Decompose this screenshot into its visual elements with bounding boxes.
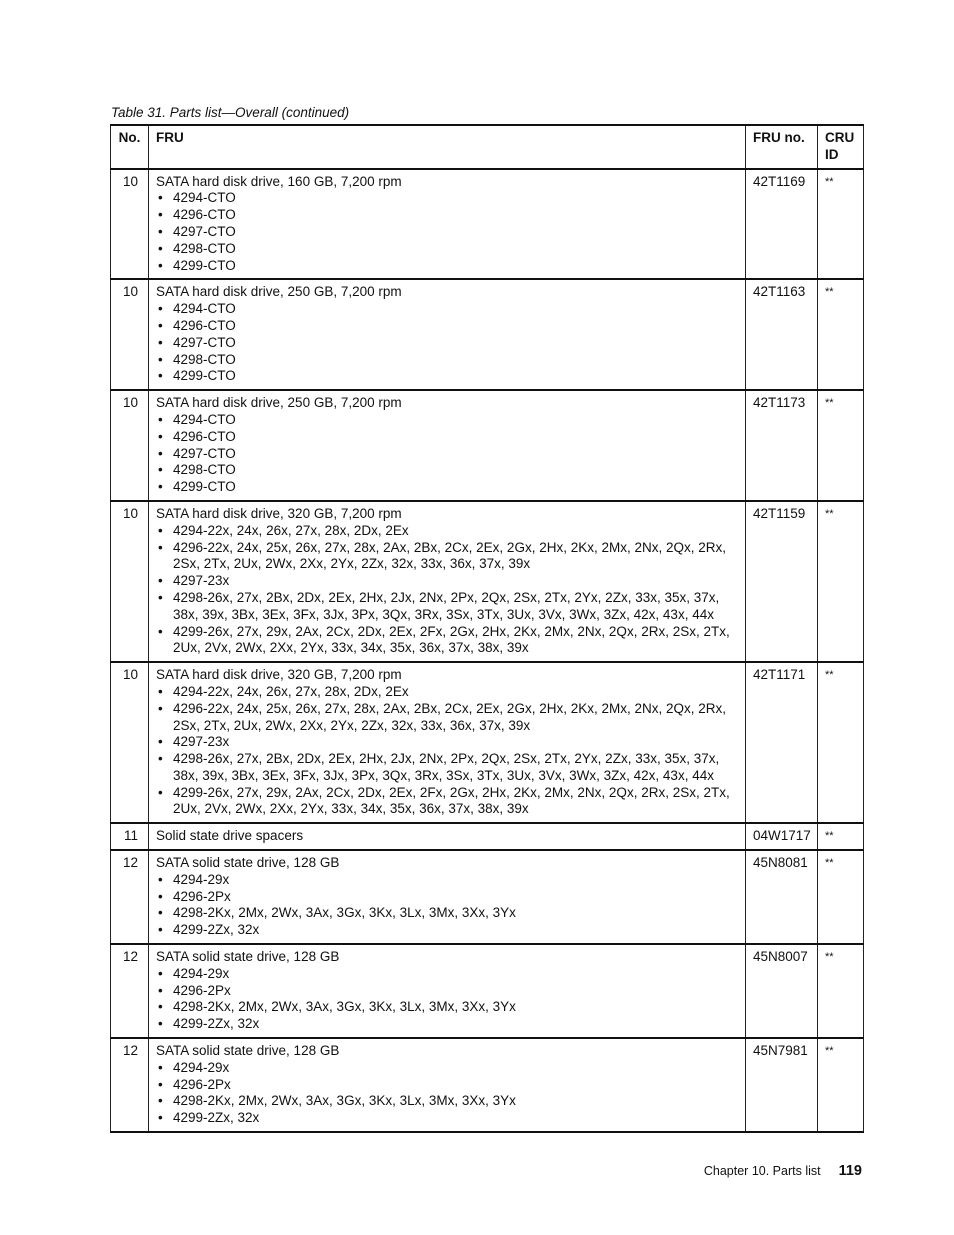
cell-fru-no: 42T1159 — [746, 501, 818, 662]
fru-description: Solid state drive spacers — [156, 828, 304, 844]
model-list-item: • 4296-CTO — [156, 207, 738, 224]
model-list-item: • 4299-26x, 27x, 29x, 2Ax, 2Cx, 2Dx, 2Ex, 2Fx, 2Gx, 2Hx, 2Kx, 2Mx, 2Nx, 2Qx, 2Rx, 2Sx, 2Tx, 2Ux, 2Vx, 2Wx, 2Xx, 2Yx, 33x, 34x, 35x, 36x, 37x, 38x, 39x — [156, 624, 738, 658]
fru-description: SATA hard disk drive, 320 GB, 7,200 rpm — [156, 505, 402, 521]
model-list-item: • 4294-22x, 24x, 26x, 27x, 28x, 2Dx, 2Ex — [156, 523, 738, 540]
cell-no: 12 — [111, 944, 149, 1038]
cell-no: 10 — [111, 390, 149, 501]
model-list — [156, 872, 738, 939]
cell-fru — [149, 501, 746, 662]
model-list-item: • 4296-2Px — [156, 889, 738, 906]
model-list-item: • 4298-CTO — [156, 352, 738, 369]
model-list-item: • 4299-CTO — [156, 368, 738, 385]
fru-description: SATA hard disk drive, 250 GB, 7,200 rpm — [156, 395, 402, 411]
cell-fru-no: 45N7981 — [746, 1038, 818, 1132]
cell-cru-id: ** — [818, 169, 864, 280]
model-list — [156, 966, 738, 1033]
model-list-item: • 4294-CTO — [156, 301, 738, 318]
cell-fru-no: 42T1169 — [746, 169, 818, 280]
model-list-item: • 4299-CTO — [156, 479, 738, 496]
model-list-item: • 4297-CTO — [156, 335, 738, 352]
model-list-item: • 4294-29x — [156, 872, 738, 889]
fru-description: SATA solid state drive, 128 GB — [156, 949, 340, 965]
model-list — [156, 412, 738, 496]
model-list-item: • 4298-2Kx, 2Mx, 2Wx, 3Ax, 3Gx, 3Kx, 3Lx, 3Mx, 3Xx, 3Yx — [156, 1093, 738, 1110]
model-list — [156, 1060, 738, 1127]
cell-cru-id: ** — [818, 501, 864, 662]
header-no: No. — [111, 125, 149, 169]
model-list-item: • 4294-29x — [156, 966, 738, 983]
model-list-item: • 4299-2Zx, 32x — [156, 1016, 738, 1033]
cell-no: 10 — [111, 169, 149, 280]
table-row — [111, 390, 864, 501]
model-list-item: • 4294-22x, 24x, 26x, 27x, 28x, 2Dx, 2Ex — [156, 684, 738, 701]
cell-fru — [149, 169, 746, 280]
page-footer — [704, 1163, 862, 1179]
cell-fru — [149, 944, 746, 1038]
cell-fru-no: 45N8081 — [746, 850, 818, 944]
table-row — [111, 501, 864, 662]
cell-fru-no: 42T1163 — [746, 279, 818, 390]
cell-fru-no: 04W1717 — [746, 823, 818, 850]
cell-no: 10 — [111, 662, 149, 823]
fru-description: SATA solid state drive, 128 GB — [156, 855, 340, 871]
cell-fru — [149, 390, 746, 501]
model-list-item: • 4297-CTO — [156, 446, 738, 463]
table-row — [111, 850, 864, 944]
parts-table — [110, 124, 864, 1133]
cell-cru-id: ** — [818, 662, 864, 823]
table-row — [111, 279, 864, 390]
fru-description: SATA hard disk drive, 320 GB, 7,200 rpm — [156, 667, 402, 683]
table-row — [111, 662, 864, 823]
model-list — [156, 190, 738, 274]
model-list-item: • 4297-23x — [156, 734, 738, 751]
table-body — [111, 169, 864, 1132]
fru-description: SATA hard disk drive, 160 GB, 7,200 rpm — [156, 173, 402, 189]
model-list — [156, 684, 738, 818]
cell-no: 10 — [111, 279, 149, 390]
cell-cru-id: ** — [818, 823, 864, 850]
model-list-item: • 4298-26x, 27x, 2Bx, 2Dx, 2Ex, 2Hx, 2Jx, 2Nx, 2Px, 2Qx, 2Sx, 2Tx, 2Yx, 2Zx, 33x, 35x, 37x, 38x, 39x, 3Bx, 3Ex, 3Fx, 3Jx, 3Px, 3Qx, 3Rx, 3Sx, 3Tx, 3Ux, 3Vx, 3Wx, 3Zx, 42x, 43x, 44x — [156, 590, 738, 624]
model-list — [156, 301, 738, 385]
cell-fru — [149, 662, 746, 823]
model-list-item: • 4296-22x, 24x, 25x, 26x, 27x, 28x, 2Ax, 2Bx, 2Cx, 2Ex, 2Gx, 2Hx, 2Kx, 2Mx, 2Nx, 2Qx, 2Rx, 2Sx, 2Tx, 2Ux, 2Wx, 2Xx, 2Yx, 2Zx, 32x, 33x, 36x, 37x, 39x — [156, 701, 738, 735]
cell-cru-id: ** — [818, 1038, 864, 1132]
cell-no: 12 — [111, 1038, 149, 1132]
cell-cru-id: ** — [818, 279, 864, 390]
fru-description: SATA hard disk drive, 250 GB, 7,200 rpm — [156, 284, 402, 300]
header-fru-no: FRU no. — [746, 125, 818, 169]
table-row — [111, 944, 864, 1038]
model-list-item: • 4299-2Zx, 32x — [156, 922, 738, 939]
cell-no: 12 — [111, 850, 149, 944]
cell-fru-no: 42T1171 — [746, 662, 818, 823]
model-list-item: • 4298-2Kx, 2Mx, 2Wx, 3Ax, 3Gx, 3Kx, 3Lx, 3Mx, 3Xx, 3Yx — [156, 999, 738, 1016]
model-list-item: • 4294-29x — [156, 1060, 738, 1077]
model-list-item: • 4296-2Px — [156, 983, 738, 1000]
model-list-item: • 4296-CTO — [156, 429, 738, 446]
model-list-item: • 4298-26x, 27x, 2Bx, 2Dx, 2Ex, 2Hx, 2Jx, 2Nx, 2Px, 2Qx, 2Sx, 2Tx, 2Yx, 2Zx, 33x, 35x, 37x, 38x, 39x, 3Bx, 3Ex, 3Fx, 3Jx, 3Px, 3Qx, 3Rx, 3Sx, 3Tx, 3Ux, 3Vx, 3Wx, 3Zx, 42x, 43x, 44x — [156, 751, 738, 785]
cell-cru-id: ** — [818, 850, 864, 944]
cell-cru-id: ** — [818, 944, 864, 1038]
cell-cru-id: ** — [818, 390, 864, 501]
model-list-item: • 4294-CTO — [156, 190, 738, 207]
cell-fru — [149, 823, 746, 850]
model-list-item: • 4294-CTO — [156, 412, 738, 429]
model-list-item: • 4296-22x, 24x, 25x, 26x, 27x, 28x, 2Ax, 2Bx, 2Cx, 2Ex, 2Gx, 2Hx, 2Kx, 2Mx, 2Nx, 2Qx, 2Rx, 2Sx, 2Tx, 2Ux, 2Wx, 2Xx, 2Yx, 2Zx, 32x, 33x, 36x, 37x, 39x — [156, 540, 738, 574]
cell-fru — [149, 850, 746, 944]
header-cru-id: CRU ID — [818, 125, 864, 169]
model-list-item: • 4297-23x — [156, 573, 738, 590]
model-list-item: • 4298-CTO — [156, 241, 738, 258]
table-row — [111, 823, 864, 850]
cell-fru-no: 45N8007 — [746, 944, 818, 1038]
page-number: 119 — [838, 1163, 862, 1179]
model-list-item: • 4297-CTO — [156, 224, 738, 241]
table-header — [111, 125, 864, 169]
header-fru: FRU — [149, 125, 746, 169]
cell-no: 10 — [111, 501, 149, 662]
model-list-item: • 4296-2Px — [156, 1077, 738, 1094]
model-list-item: • 4298-CTO — [156, 462, 738, 479]
fru-description: SATA solid state drive, 128 GB — [156, 1043, 340, 1059]
table-caption: Table 31. Parts list—Overall (continued) — [111, 105, 350, 120]
table-row — [111, 1038, 864, 1132]
model-list-item: • 4299-2Zx, 32x — [156, 1110, 738, 1127]
cell-fru — [149, 279, 746, 390]
model-list-item: • 4298-2Kx, 2Mx, 2Wx, 3Ax, 3Gx, 3Kx, 3Lx, 3Mx, 3Xx, 3Yx — [156, 905, 738, 922]
cell-fru — [149, 1038, 746, 1132]
cell-no: 11 — [111, 823, 149, 850]
model-list — [156, 523, 738, 657]
model-list-item: • 4299-CTO — [156, 258, 738, 275]
model-list-item: • 4296-CTO — [156, 318, 738, 335]
model-list-item: • 4299-26x, 27x, 29x, 2Ax, 2Cx, 2Dx, 2Ex, 2Fx, 2Gx, 2Hx, 2Kx, 2Mx, 2Nx, 2Qx, 2Rx, 2Sx, 2Tx, 2Ux, 2Vx, 2Wx, 2Xx, 2Yx, 33x, 34x, 35x, 36x, 37x, 38x, 39x — [156, 785, 738, 819]
footer-chapter: Chapter 10. Parts list — [703, 1164, 821, 1178]
cell-fru-no: 42T1173 — [746, 390, 818, 501]
table-row — [111, 169, 864, 280]
